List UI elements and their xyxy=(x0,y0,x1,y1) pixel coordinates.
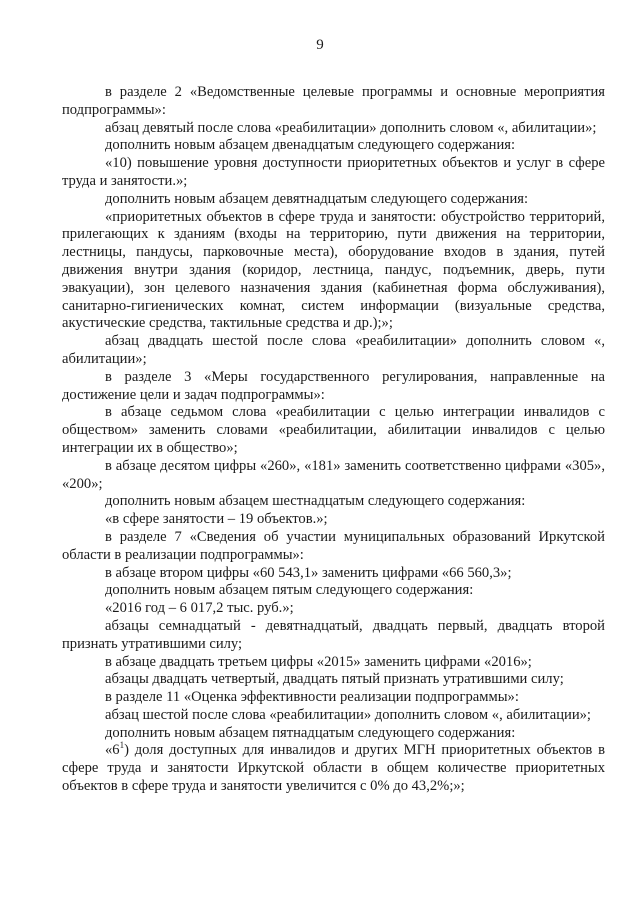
paragraph: дополнить новым абзацем пятым следующего содержания: xyxy=(105,582,474,599)
paragraph: в абзаце седьмом слова «реабилитации с целью интеграции инвалидов с обществом» заменить словами «реабилитации, абилитации инвалидов с целью интеграции их в общество»; xyxy=(62,404,605,456)
last-paragraph-prefix: «6 xyxy=(105,742,120,759)
paragraph-last xyxy=(62,742,605,795)
paragraph: в разделе 11 «Оценка эффективности реализации подпрограммы»: xyxy=(105,689,519,706)
last-paragraph-text: ) доля доступных для инвалидов и других МГН приоритетных объектов в сфере труда и занятости Иркутской области в общем количестве приоритетных объектов в сфере труда и занятости увеличится с 0% до 43,2%;»; xyxy=(62,742,605,795)
paragraph: абзацы двадцать четвертый, двадцать пятый признать утратившими силу; xyxy=(105,671,564,688)
paragraph: абзац девятый после слова «реабилитации» дополнить словом «, абилитации»; xyxy=(105,119,597,136)
paragraph: «10) повышение уровня доступности приоритетных объектов и услуг в сфере труда и занятости.»; xyxy=(62,155,605,189)
paragraph: в абзаце десятом цифры «260», «181» заменить соответственно цифрами «305», «200»; xyxy=(62,457,605,492)
paragraph: «приоритетных объектов в сфере труда и занятости: обустройство территорий, прилегающих к зданиям (входы на территорию, пути движения на территории, лестницы, пандусы, парковочные места), оборудование входов в здания, путей движения внутри здания (коридор, лестница, пандус, подъемник, дверь, пути эвакуации), зон целевого назначения здания (кабинетная форма обслуживания), санитарно-гигиенических комнат, систем информации (визуальные средства, акустические средства, тактильные средства и др.);»; xyxy=(62,208,605,332)
paragraph: дополнить новым абзацем шестнадцатым следующего содержания: xyxy=(105,493,526,510)
paragraph: в разделе 7 «Сведения об участии муниципальных образований Иркутской области в реализации подпрограммы»: xyxy=(62,528,605,563)
paragraph: дополнить новым абзацем пятнадцатым следующего содержания: xyxy=(105,724,516,741)
superscript-index: 1 xyxy=(119,740,125,751)
paragraph: в разделе 2 «Ведомственные целевые программы и основные мероприятия подпрограммы»: xyxy=(62,84,605,118)
paragraph: дополнить новым абзацем девятнадцатым следующего содержания: xyxy=(105,190,529,207)
paragraph: абзац шестой после слова «реабилитации» дополнить словом «, абилитации»; xyxy=(105,706,591,723)
paragraph: «в сфере занятости – 19 объектов.»; xyxy=(105,511,328,528)
paragraph: в разделе 3 «Меры государственного регулирования, направленные на достижение цели и задач подпрограммы»: xyxy=(62,368,605,403)
paragraph: абзац двадцать шестой после слова «реабилитации» дополнить словом «, абилитации»; xyxy=(62,333,605,367)
paragraph: абзацы семнадцатый - девятнадцатый, двадцать первый, двадцать второй признать утратившими силу; xyxy=(62,617,605,652)
paragraph: в абзаце втором цифры «60 543,1» заменить цифрами «66 560,3»; xyxy=(105,564,512,581)
document-body xyxy=(62,84,605,796)
page-number: 9 xyxy=(316,37,324,53)
paragraph: в абзаце двадцать третьем цифры «2015» заменить цифрами «2016»; xyxy=(105,653,532,670)
paragraph: «2016 год – 6 017,2 тыс. руб.»; xyxy=(105,600,294,617)
paragraph: дополнить новым абзацем двенадцатым следующего содержания: xyxy=(105,137,516,154)
